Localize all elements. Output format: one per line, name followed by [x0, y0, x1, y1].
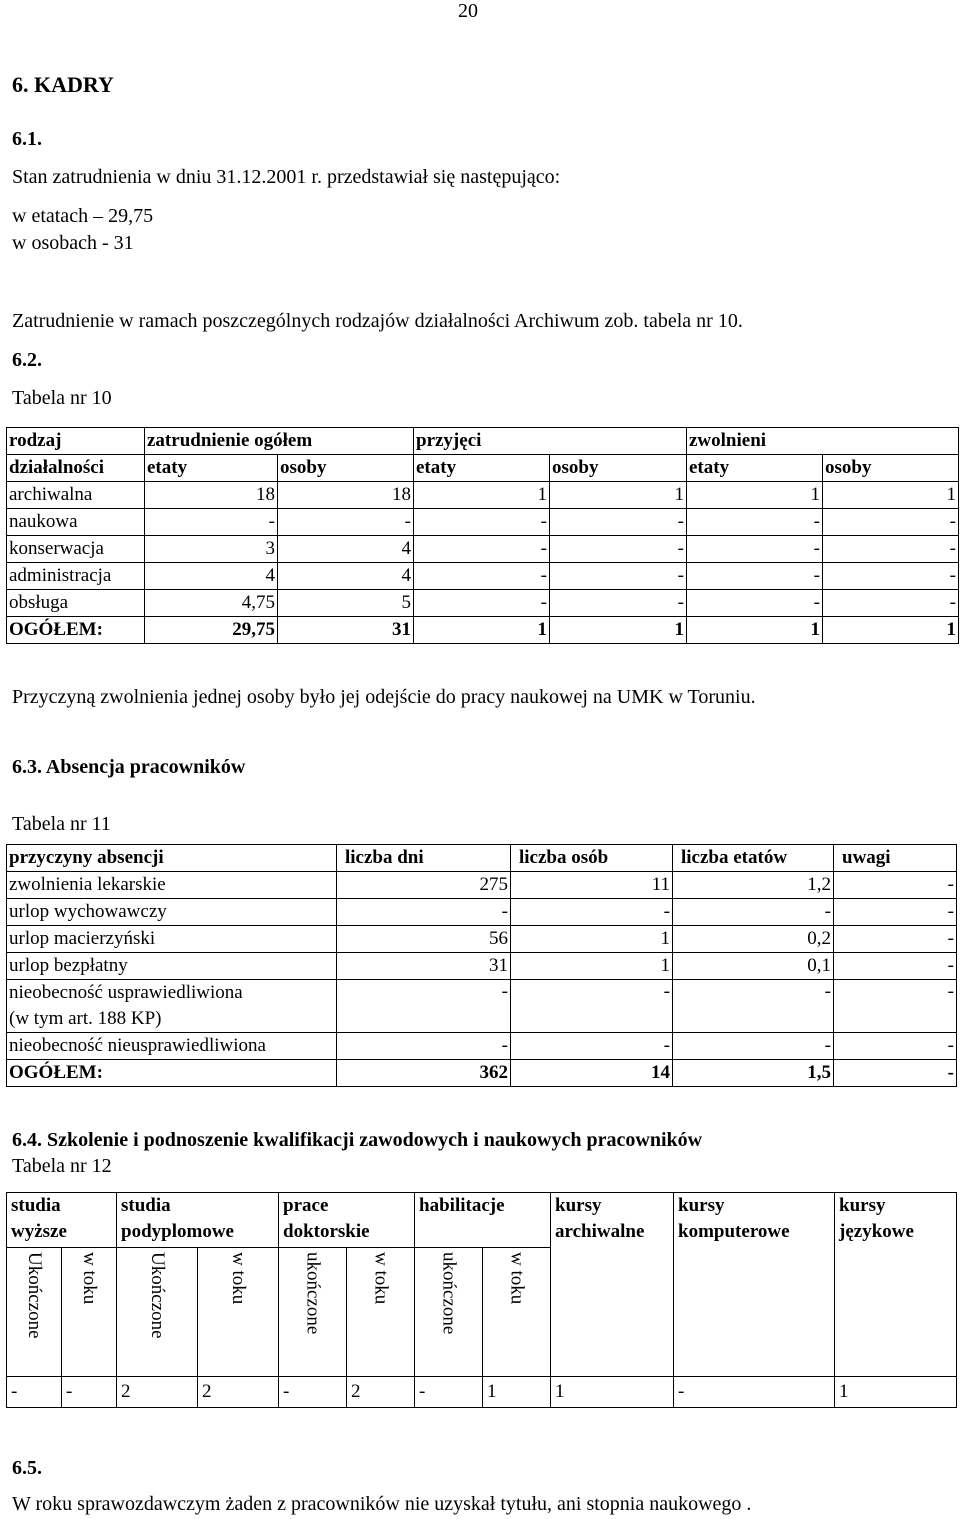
table11-total-row [7, 1060, 957, 1087]
table10-cell: konserwacja [7, 536, 145, 563]
table-12 [6, 1192, 957, 1408]
table12-h-line: wyższe [11, 1221, 67, 1242]
s65-text: W roku sprawozdawczym żaden z pracowników nie uzyskał tytułu, ani stopnia naukowego . [12, 1493, 752, 1515]
table10-h-osoby: osoby [550, 455, 687, 482]
table12-h-line: kursy [678, 1195, 725, 1216]
table12-sub [62, 1248, 117, 1377]
table12-cell: - [62, 1377, 117, 1408]
table11-cell: 1,2 [673, 872, 834, 899]
s61-heading: 6.1. [12, 128, 42, 150]
table10-h-group3: zwolnieni [687, 428, 959, 455]
table10-h-etaty: etaty [687, 455, 823, 482]
table10-cell: - [687, 536, 823, 563]
table10-cell: 1 [823, 482, 959, 509]
s61-line4: Zatrudnienie w ramach poszczególnych rodzajów działalności Archiwum zob. tabela nr 10. [12, 310, 743, 332]
table11-h-uwagi: uwagi [834, 845, 957, 872]
table10-cell: - [414, 590, 550, 617]
table12-h-habilitacje [415, 1193, 551, 1248]
table11-cell: nieobecność nieusprawiedliwiona [7, 1033, 337, 1060]
table-row [7, 899, 957, 926]
table12-sub [415, 1248, 483, 1377]
table-row [7, 509, 959, 536]
table10-cell: 31 [278, 617, 414, 644]
table11-cell: 1,5 [673, 1060, 834, 1087]
table-row [7, 590, 959, 617]
table10-cell: administracja [7, 563, 145, 590]
table10-cell: - [550, 509, 687, 536]
table12-h-line: habilitacje [419, 1195, 505, 1216]
table11-cell: urlop bezpłatny [7, 953, 337, 980]
s62-heading: 6.2. [12, 349, 42, 371]
table10-cell: - [414, 509, 550, 536]
table11-cell: OGÓŁEM: [7, 1060, 337, 1087]
table11-cell [7, 980, 337, 1033]
table10-header-row-1 [7, 428, 959, 455]
table11-cell: 14 [511, 1060, 673, 1087]
table12-cell: - [7, 1377, 62, 1408]
table10-cell: - [278, 509, 414, 536]
table12-h-line: archiwalne [555, 1221, 645, 1242]
table12-h-line: językowe [839, 1221, 914, 1242]
table10-caption: Tabela nr 10 [12, 387, 112, 409]
table11-cell: - [337, 1033, 511, 1060]
table10-header-row-2 [7, 455, 959, 482]
table-row [7, 980, 957, 1033]
table12-cell: 1 [551, 1377, 674, 1408]
table10-cell: 1 [687, 482, 823, 509]
table10-cell: - [823, 509, 959, 536]
table12-h-line: podyplomowe [121, 1221, 234, 1242]
table11-cell: urlop macierzyński [7, 926, 337, 953]
table12-h-line: kursy [555, 1195, 602, 1216]
table-11 [6, 844, 957, 1087]
table12-cell: 2 [347, 1377, 415, 1408]
table10-h-osoby: osoby [823, 455, 959, 482]
table10-cell: - [823, 563, 959, 590]
table12-sub [347, 1248, 415, 1377]
table11-h-przyczyny: przyczyny absencji [7, 845, 337, 872]
table11-cell: 56 [337, 926, 511, 953]
table11-cell: - [511, 1033, 673, 1060]
table12-sub-label: w toku [506, 1252, 528, 1305]
table11-cell: 1 [511, 953, 673, 980]
table11-cell: - [337, 980, 511, 1033]
table11-cell: 362 [337, 1060, 511, 1087]
table12-cell: 2 [198, 1377, 279, 1408]
table11-h-dni: liczba dni [337, 845, 511, 872]
table12-h-studia-wyzsze [7, 1193, 117, 1248]
table10-cell: 18 [145, 482, 278, 509]
table10-cell: - [414, 536, 550, 563]
table11-cell: - [673, 980, 834, 1033]
table10-cell: - [550, 563, 687, 590]
table10-cell: 4 [278, 563, 414, 590]
table11-cell: 275 [337, 872, 511, 899]
table10-cell: obsługa [7, 590, 145, 617]
table10-h-etaty: etaty [414, 455, 550, 482]
table10-h-etaty: etaty [145, 455, 278, 482]
table11-cell: zwolnienia lekarskie [7, 872, 337, 899]
table-10 [6, 427, 959, 644]
table11-cell-line1: nieobecność usprawiedliwiona [9, 982, 243, 1003]
table12-sub [117, 1248, 198, 1377]
table12-sub-label: ukończone [438, 1252, 460, 1335]
table12-sub [483, 1248, 551, 1377]
table10-cell: - [414, 563, 550, 590]
page-number: 20 [458, 0, 478, 22]
table-row [7, 563, 959, 590]
table12-h-line: prace [283, 1195, 329, 1216]
table12-cell: - [279, 1377, 347, 1408]
table12-sub-label: w toku [79, 1252, 100, 1305]
table10-cell: 29,75 [145, 617, 278, 644]
table11-cell: - [511, 899, 673, 926]
table11-cell: - [834, 1060, 957, 1087]
table11-cell: 1 [511, 926, 673, 953]
table11-cell: 0,1 [673, 953, 834, 980]
table12-caption: Tabela nr 12 [12, 1155, 112, 1177]
table12-h-line: komputerowe [678, 1221, 790, 1242]
table12-sub [198, 1248, 279, 1377]
table10-cell: 1 [414, 482, 550, 509]
table11-caption: Tabela nr 11 [12, 813, 111, 835]
table12-sub [7, 1248, 62, 1377]
table12-sub-label: Ukończone [24, 1252, 45, 1339]
table12-cell: - [674, 1377, 835, 1408]
table10-cell: naukowa [7, 509, 145, 536]
table11-cell: - [337, 899, 511, 926]
table-row [7, 482, 959, 509]
table12-cell: 1 [835, 1377, 957, 1408]
table11-cell: - [834, 1033, 957, 1060]
table-row [7, 872, 957, 899]
table11-header-row [7, 845, 957, 872]
s61-line3: w osobach - 31 [12, 232, 134, 254]
table11-cell: - [834, 926, 957, 953]
table-row [7, 1377, 957, 1408]
table10-cell: 4,75 [145, 590, 278, 617]
table12-sub-label: w toku [370, 1252, 392, 1305]
table11-cell: urlop wychowawczy [7, 899, 337, 926]
table10-h-dzialalnosci: działalności [7, 455, 145, 482]
s61-line1: Stan zatrudnienia w dniu 31.12.2001 r. przedstawiał się następująco: [12, 166, 561, 188]
table12-h-line: kursy [839, 1195, 886, 1216]
table10-cell: - [687, 563, 823, 590]
s61-line2: w etatach – 29,75 [12, 205, 154, 227]
table10-cell: OGÓŁEM: [7, 617, 145, 644]
table12-h-studia-podyplomowe [117, 1193, 279, 1248]
table10-cell: - [823, 590, 959, 617]
table10-h-group1: zatrudnienie ogółem [145, 428, 414, 455]
table11-cell: 0,2 [673, 926, 834, 953]
table10-cell: 18 [278, 482, 414, 509]
table10-cell: 1 [823, 617, 959, 644]
table12-sub [279, 1248, 347, 1377]
table12-h-prace-doktorskie [279, 1193, 415, 1248]
table-row [7, 1033, 957, 1060]
table10-cell: 4 [278, 536, 414, 563]
s65-heading: 6.5. [12, 1457, 42, 1479]
table12-sub-label: ukończone [302, 1252, 324, 1335]
table10-cell: 5 [278, 590, 414, 617]
s64-heading: 6.4. Szkolenie i podnoszenie kwalifikacji zawodowych i naukowych pracowników [12, 1129, 703, 1151]
table10-h-rodzaj: rodzaj [7, 428, 145, 455]
s63-heading: 6.3. Absencja pracowników [12, 756, 246, 778]
table10-cell: 1 [550, 617, 687, 644]
table10-cell: - [687, 590, 823, 617]
table12-sub-label: w toku [228, 1252, 250, 1305]
table12-cell: 2 [117, 1377, 198, 1408]
table11-cell: 31 [337, 953, 511, 980]
table11-h-etatow: liczba etatów [673, 845, 834, 872]
table10-cell: - [550, 536, 687, 563]
table10-cell: - [687, 509, 823, 536]
table11-cell: - [834, 872, 957, 899]
table10-h-osoby: osoby [278, 455, 414, 482]
table11-cell: - [511, 980, 673, 1033]
table12-cell: - [415, 1377, 483, 1408]
table10-cell: 1 [687, 617, 823, 644]
table11-cell: - [834, 980, 957, 1033]
table-row [7, 953, 957, 980]
table-row [7, 926, 957, 953]
table12-h-line: doktorskie [283, 1221, 370, 1242]
table12-cell: 1 [483, 1377, 551, 1408]
table10-cell: 1 [414, 617, 550, 644]
table10-cell: 3 [145, 536, 278, 563]
table12-sub-label: Ukończone [147, 1252, 169, 1339]
table11-cell: - [834, 899, 957, 926]
table10-total-row [7, 617, 959, 644]
table12-header-row [7, 1193, 957, 1248]
table11-cell: - [673, 1033, 834, 1060]
table12-h-kursy-jezykowe [835, 1193, 957, 1377]
s62-note: Przyczyną zwolnienia jednej osoby było jej odejście do pracy naukowej na UMK w Toruniu. [12, 686, 756, 708]
table12-h-line: studia [121, 1195, 171, 1216]
table11-cell: - [673, 899, 834, 926]
table11-cell-line2: (w tym art. 188 KP) [9, 1008, 162, 1029]
table12-h-kursy-komputerowe [674, 1193, 835, 1377]
table10-h-group2: przyjęci [414, 428, 687, 455]
table10-cell: - [145, 509, 278, 536]
table10-cell: archiwalna [7, 482, 145, 509]
table10-cell: - [550, 590, 687, 617]
table10-cell: - [823, 536, 959, 563]
table11-cell: - [834, 953, 957, 980]
table11-h-osob: liczba osób [511, 845, 673, 872]
section-title: 6. KADRY [12, 72, 114, 97]
table10-cell: 4 [145, 563, 278, 590]
table-row [7, 536, 959, 563]
table12-h-line: studia [11, 1195, 61, 1216]
table10-cell: 1 [550, 482, 687, 509]
table11-cell: 11 [511, 872, 673, 899]
table12-h-kursy-archiwalne [551, 1193, 674, 1377]
